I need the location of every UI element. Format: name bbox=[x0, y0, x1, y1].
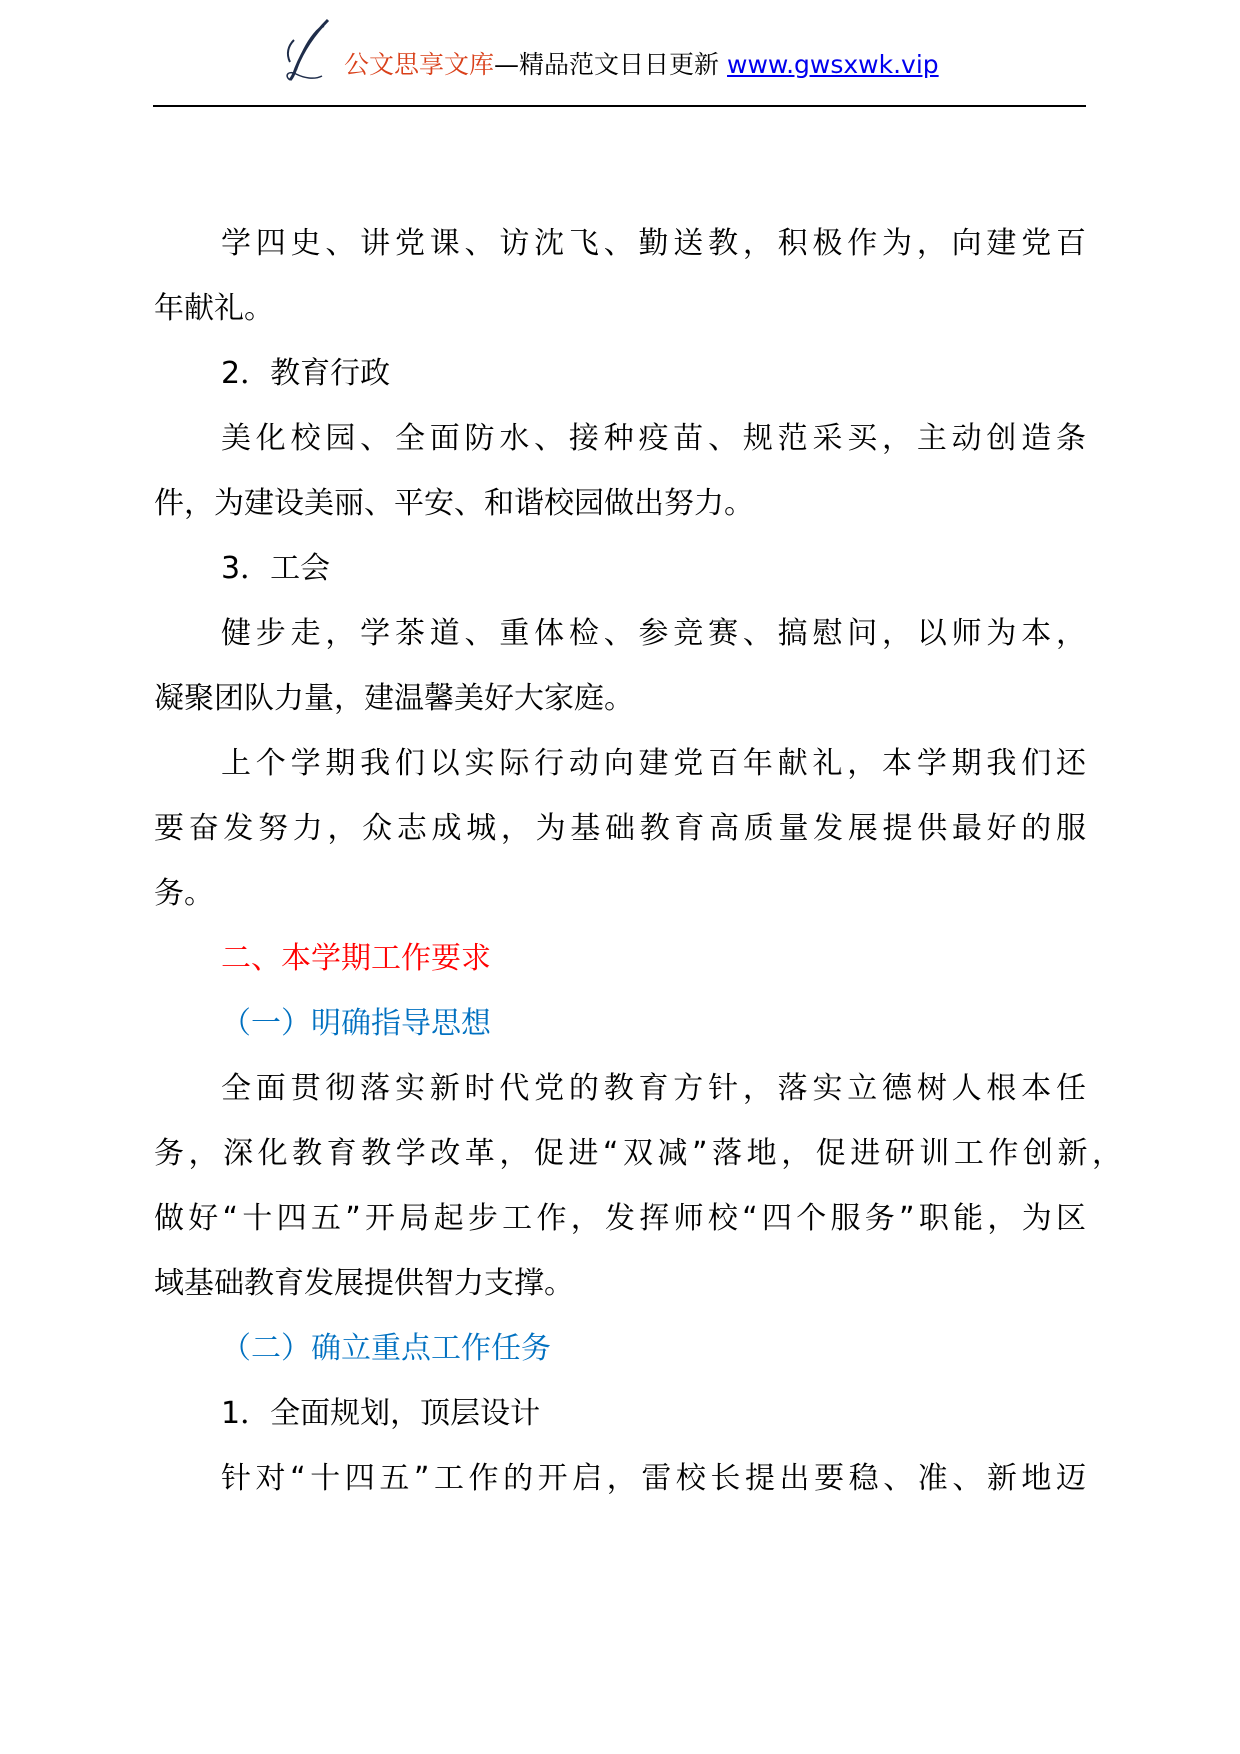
text-line: 学四史、讲党课、访沈飞、勤送教，积极作为，向建党百 bbox=[221, 226, 1086, 261]
text-line: 域基础教育发展提供智力支撑。 bbox=[154, 1266, 574, 1301]
header-divider bbox=[153, 105, 1086, 107]
text-line: 凝聚团队力量，建温馨美好大家庭。 bbox=[154, 681, 634, 716]
text-line: 全面贯彻落实新时代党的教育方针，落实立德树人根本任 bbox=[221, 1071, 1086, 1106]
text-line: 务，深化教育教学改革，促进“双减”落地，促进研训工作创新， bbox=[154, 1136, 1122, 1171]
text-line: 做好“十四五”开局起步工作，发挥师校“四个服务”职能，为区 bbox=[154, 1201, 1086, 1236]
document-body bbox=[154, 211, 1122, 1511]
slogan: —精品范文日日更新 bbox=[494, 50, 720, 79]
text-line: 针对“十四五”工作的开启，雷校长提出要稳、准、新地迈 bbox=[221, 1461, 1086, 1496]
brand-name: 公文思享文库 bbox=[344, 50, 495, 79]
subheading: （一）明确指导思想 bbox=[221, 1006, 491, 1041]
page-header bbox=[280, 14, 939, 84]
text-line: 件，为建设美丽、平安、和谐校园做出努力。 bbox=[154, 486, 754, 521]
text-line: 要奋发努力，众志成城，为基础教育高质量发展提供最好的服 bbox=[154, 811, 1086, 846]
chapter-heading: 二、本学期工作要求 bbox=[221, 941, 491, 976]
section-heading: 2．教育行政 bbox=[221, 356, 391, 391]
text-line: 健步走，学茶道、重体检、参竞赛、搞慰问，以师为本， bbox=[221, 616, 1086, 651]
text-line: 上个学期我们以实际行动向建党百年献礼，本学期我们还 bbox=[221, 746, 1086, 781]
text-line: 美化校园、全面防水、接种疫苗、规范采买，主动创造条 bbox=[221, 421, 1086, 456]
header-text bbox=[344, 50, 939, 84]
text-line: 年献礼。 bbox=[154, 291, 274, 326]
text-line: 务。 bbox=[154, 876, 214, 911]
section-heading: 3．工会 bbox=[221, 551, 331, 586]
site-link[interactable]: www.gwsxwk.vip bbox=[727, 50, 939, 79]
subheading: （二）确立重点工作任务 bbox=[221, 1331, 551, 1366]
quill-logo-icon bbox=[280, 18, 342, 84]
section-heading: 1．全面规划，顶层设计 bbox=[221, 1396, 541, 1431]
